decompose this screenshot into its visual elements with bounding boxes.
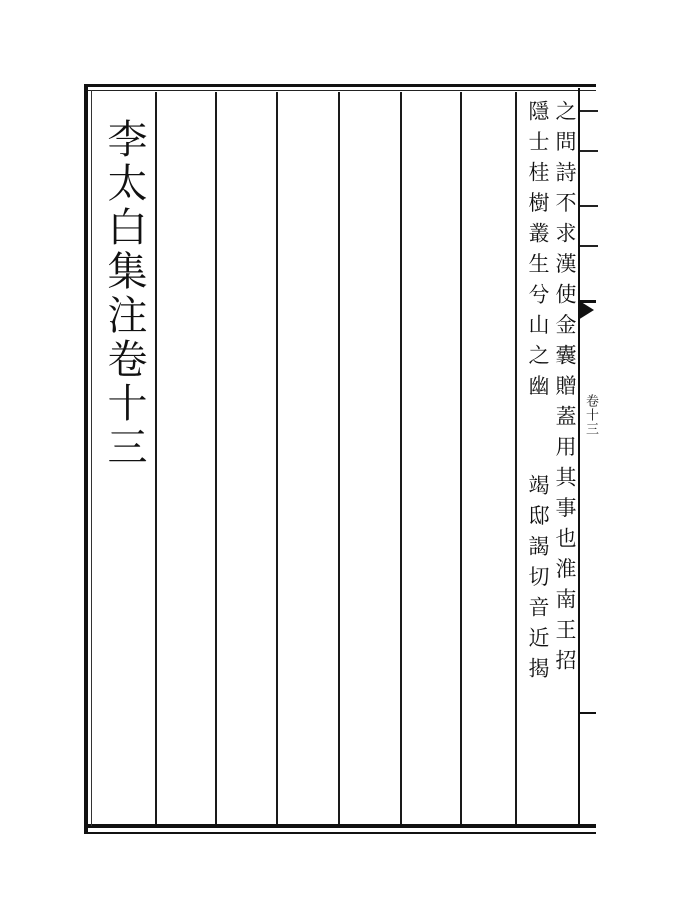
frame-top-inner-border bbox=[86, 90, 596, 91]
text-column-2: 隱士桂樹叢生兮山之幽 bbox=[526, 100, 550, 405]
text-column-2-note: 竭邸謁切音近揭 bbox=[526, 474, 550, 688]
column-rule bbox=[215, 92, 217, 824]
text-column-1: 之問詩不求漢使金囊贈蓋用其事也淮南王招 bbox=[553, 100, 577, 680]
frame-bottom-outer-border bbox=[86, 832, 596, 834]
frame-top-border bbox=[86, 84, 596, 87]
fore-edge-line bbox=[578, 88, 580, 826]
fore-edge-tick bbox=[580, 150, 598, 152]
column-rule bbox=[155, 92, 157, 824]
column-rule bbox=[400, 92, 402, 824]
volume-title: 李太白集注卷十三 bbox=[101, 118, 147, 470]
frame-left-border bbox=[84, 84, 88, 834]
fish-tail-mark bbox=[578, 300, 594, 320]
fore-edge-tick bbox=[580, 110, 598, 112]
fore-edge-tick bbox=[580, 205, 598, 207]
column-rule bbox=[338, 92, 340, 824]
frame-bottom-border bbox=[86, 824, 596, 828]
fore-edge-tick bbox=[580, 245, 598, 247]
fore-edge-volume-label: 卷十三 bbox=[583, 394, 598, 436]
frame-left-inner-border bbox=[91, 90, 92, 826]
column-rule bbox=[515, 92, 517, 824]
fore-edge-lower-line bbox=[578, 712, 596, 714]
column-rule bbox=[276, 92, 278, 824]
column-rule bbox=[460, 92, 462, 824]
